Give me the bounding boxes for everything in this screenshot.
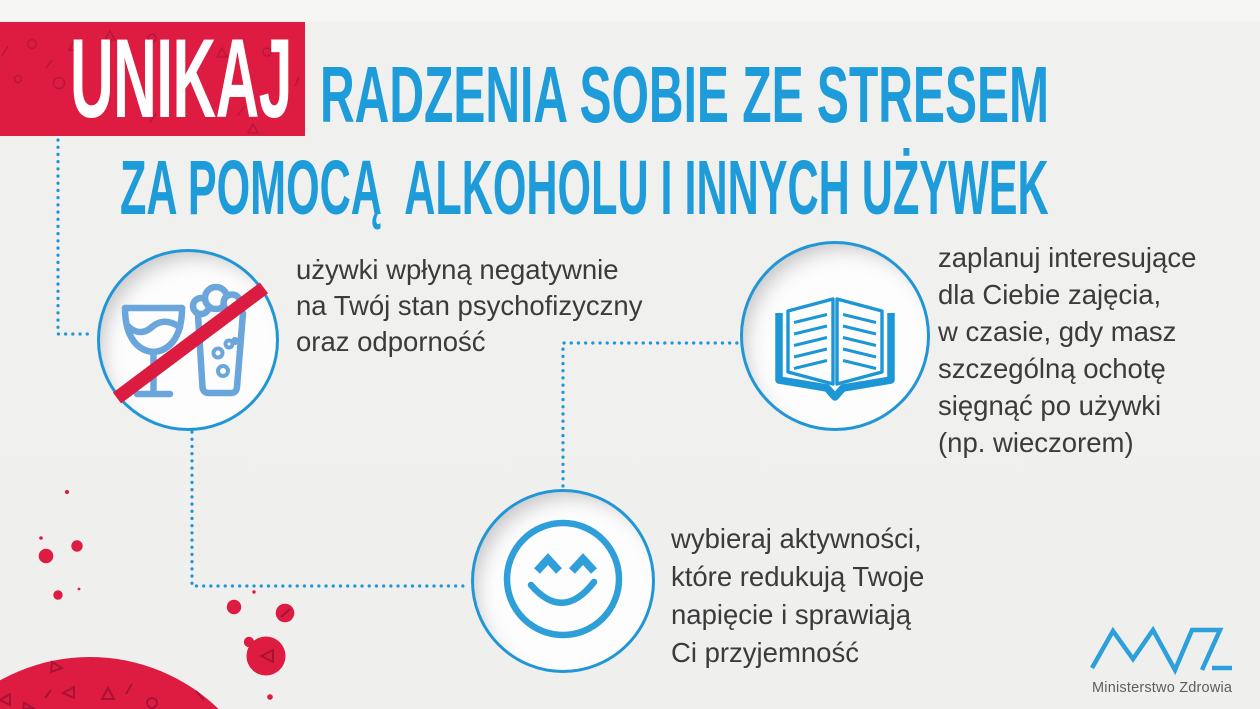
connector-banner-to-drinks <box>58 140 94 334</box>
title-highlight: UNIKAJ <box>70 22 292 136</box>
wine-wave <box>127 322 180 332</box>
mz-zigzag-logo <box>1085 622 1245 678</box>
text-line: sięgnąć po używki <box>938 390 1162 421</box>
connector-smiley-to-book <box>563 343 737 486</box>
text-line: (np. wieczorem) <box>938 427 1134 458</box>
blob-pattern <box>0 662 204 709</box>
title-banner <box>0 22 305 136</box>
connector-drinks-to-smiley <box>192 432 468 586</box>
text-line: na Twój stan psychofizyczny <box>296 290 643 321</box>
text-line: szczególną ochotę <box>938 353 1166 384</box>
text-line: które redukują Twoje <box>671 561 925 592</box>
text-line: wybieraj aktywności, <box>671 523 922 554</box>
dot-pattern-details <box>261 609 290 662</box>
no-alcohol-icon <box>97 249 279 431</box>
smiley-outline <box>507 523 619 635</box>
text-line: dla Ciebie zajęcia, <box>938 279 1162 310</box>
activities-badge <box>740 241 930 431</box>
no-alcohol-text <box>296 252 642 360</box>
text-line: zaplanuj interesujące <box>938 242 1197 273</box>
smiley-eyes <box>537 559 594 571</box>
smiley-mouth <box>531 582 594 603</box>
text-line: napięcie i sprawiają <box>671 599 911 630</box>
text-line: oraz odporność <box>296 326 486 357</box>
title-line-2: ZA POMOCĄ ALKOHOLU I INNYCH UŻYWEK <box>120 145 1049 231</box>
beer-bubbles <box>214 339 238 376</box>
no-alcohol-badge <box>97 249 279 431</box>
title-line-1: RADZENIA SOBIE ZE STRESEM <box>320 50 1049 139</box>
ministry-logo <box>1085 622 1245 696</box>
text-line: w czasie, gdy masz <box>938 316 1177 347</box>
scatter-dots <box>39 490 295 700</box>
smiley-face-icon <box>471 489 655 673</box>
text-line: Ci przyjemność <box>671 637 859 668</box>
pleasure-text <box>671 520 924 672</box>
open-book-icon <box>740 241 930 431</box>
pleasure-badge <box>471 489 655 673</box>
ministry-name: Ministerstwo Zdrowia <box>1092 680 1233 696</box>
red-blob <box>0 657 275 709</box>
activities-text <box>938 239 1196 461</box>
text-line: używki wpłyną negatywnie <box>296 254 619 285</box>
